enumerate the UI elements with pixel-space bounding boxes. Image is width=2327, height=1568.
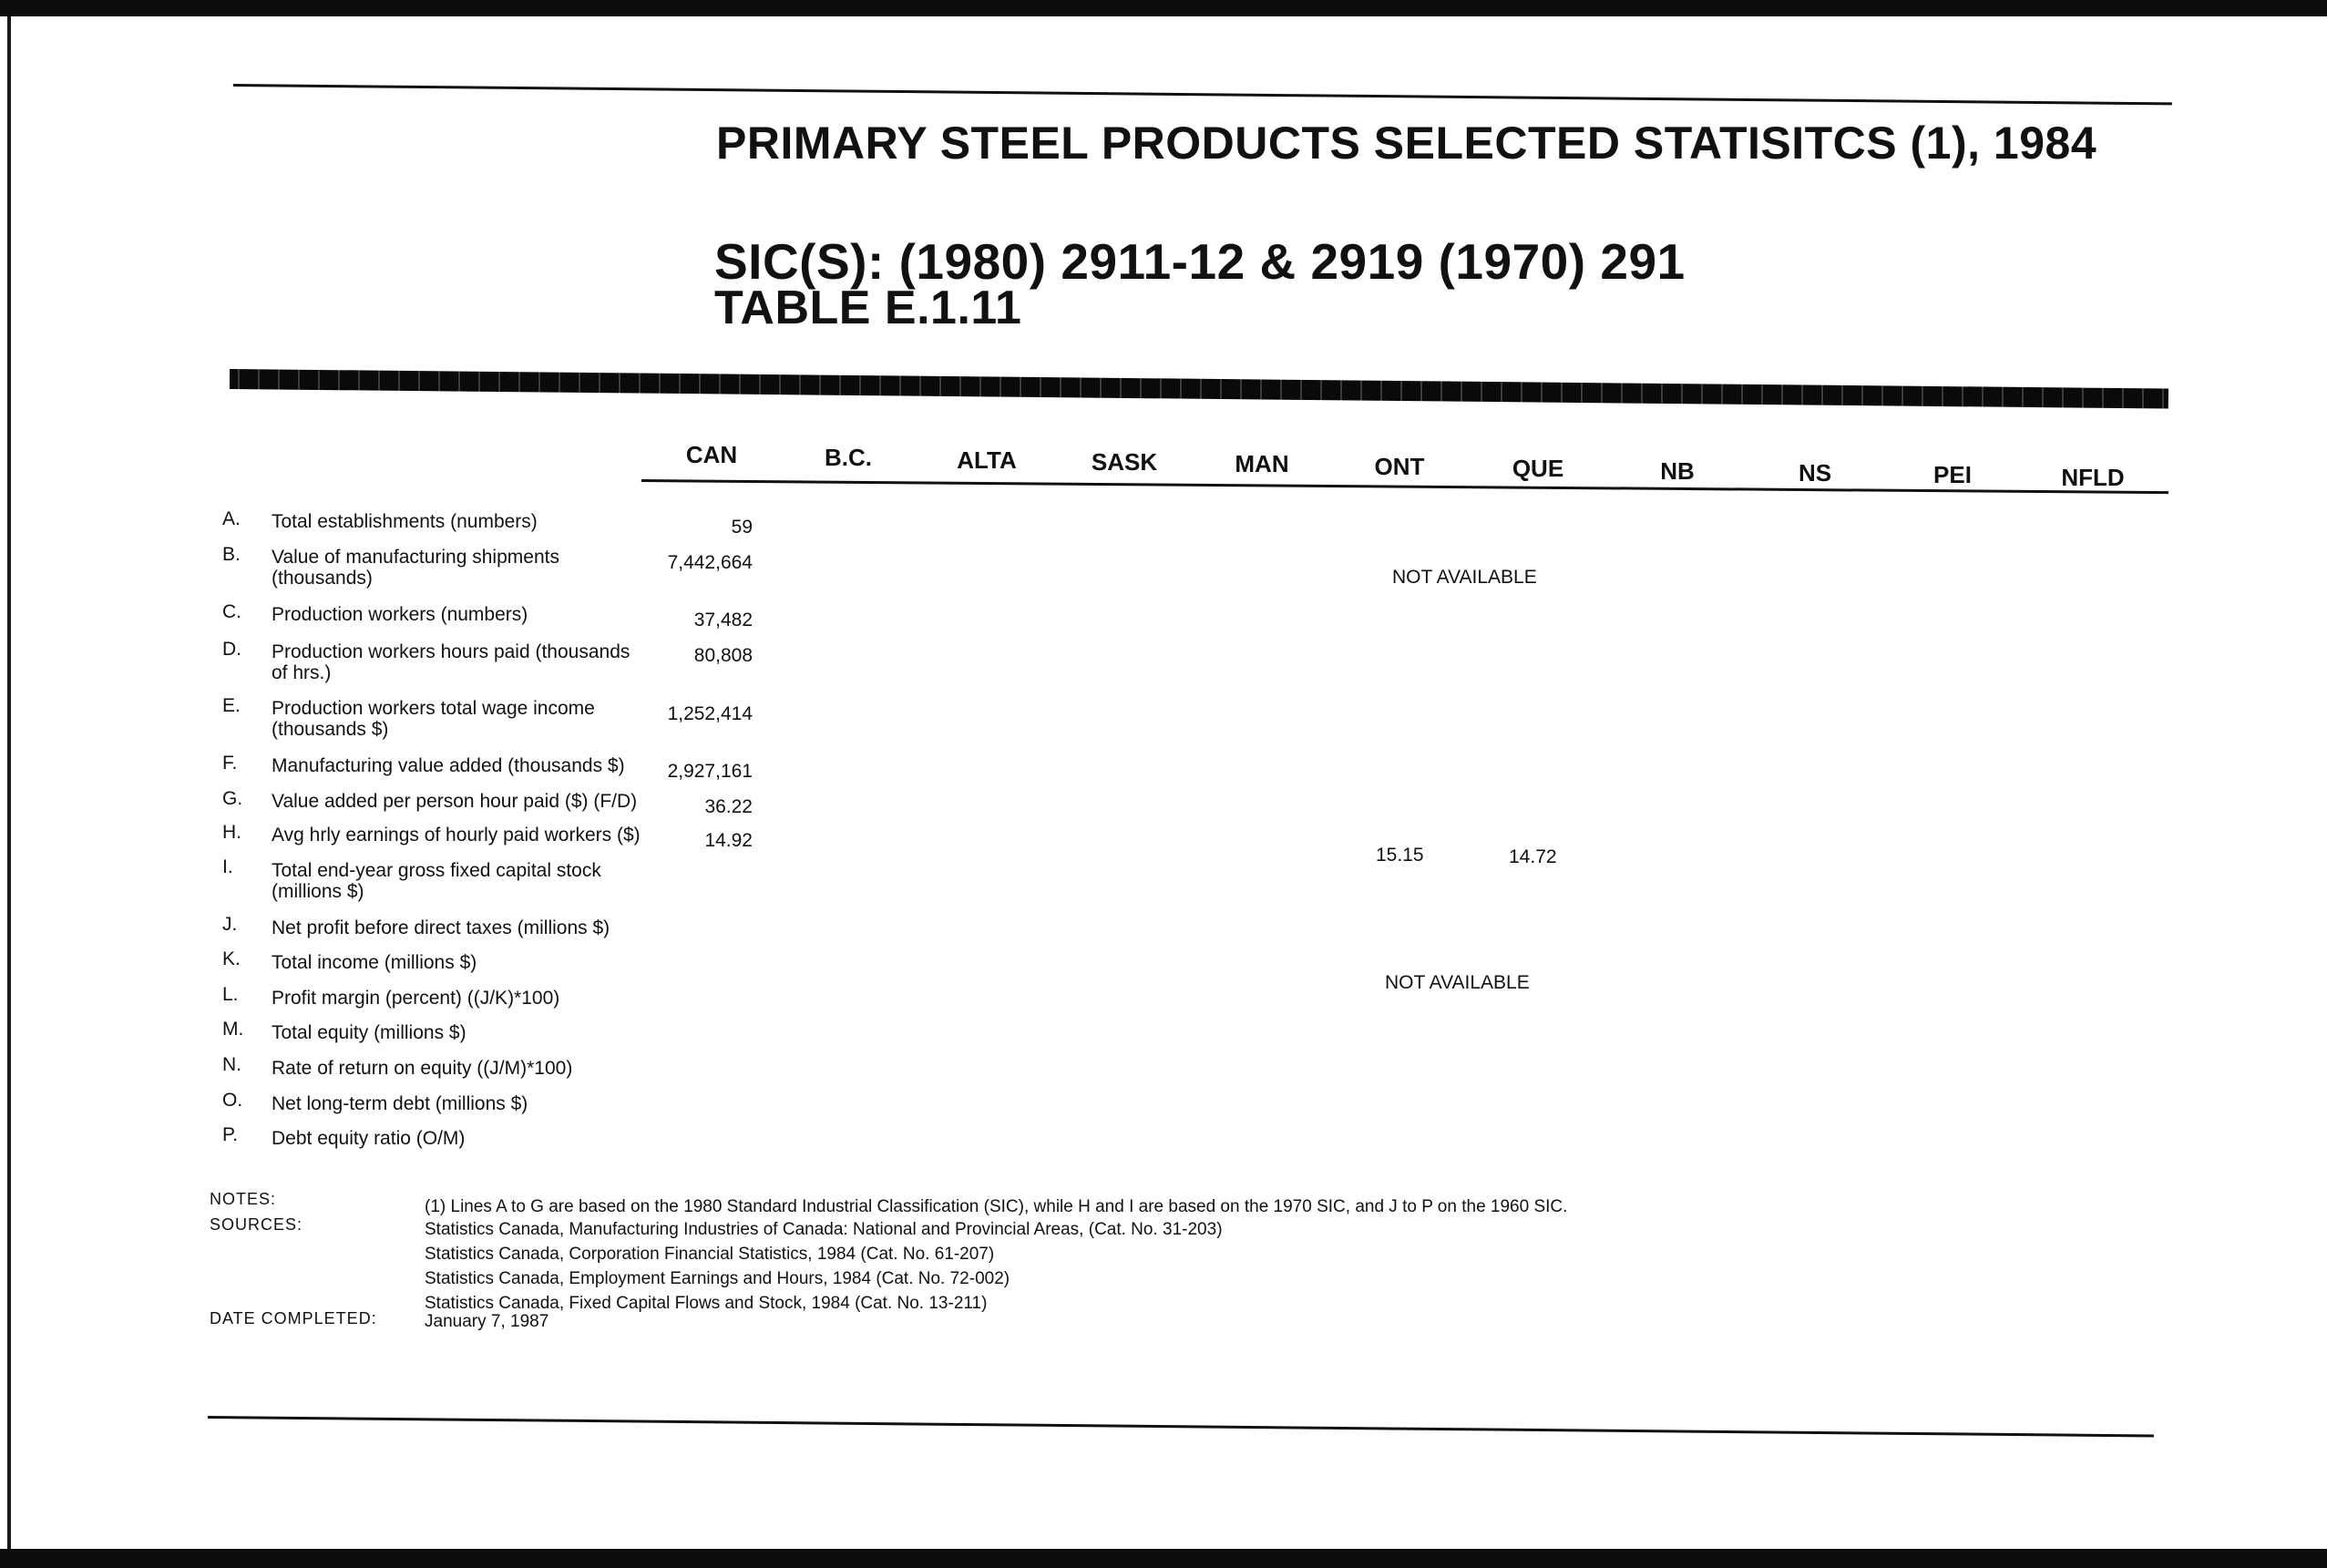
row-letter: I. xyxy=(222,856,233,877)
column-header-nfld: NFLD xyxy=(2061,464,2125,491)
source-line: Statistics Canada, Corporation Financial Statistics, 1984 (Cat. No. 61-207) xyxy=(425,1245,995,1264)
row-label: Production workers total wage income (thousands $) xyxy=(272,698,595,740)
row-letter: B. xyxy=(222,544,241,565)
row-label: Production workers hours paid (thousands of hrs.) xyxy=(272,641,630,683)
row-label: Net profit before direct taxes (millions $) xyxy=(272,917,610,938)
note-text: (1) Lines A to G are based on the 1980 Standard Industrial Classification (SIC), while H and I are based on the 1970 SIC, and J to P on the 1960 SIC. xyxy=(425,1197,1568,1216)
scan-edge-left xyxy=(7,16,11,1549)
can-value: 7,442,664 xyxy=(667,552,753,573)
not-available-note: NOT AVAILABLE xyxy=(1392,567,1537,588)
row-letter: C. xyxy=(222,601,241,622)
source-line: Statistics Canada, Manufacturing Industries of Canada: National and Provincial Areas, (Cat. No. 31-203) xyxy=(425,1220,1223,1239)
row-label: Net long-term debt (millions $) xyxy=(272,1093,528,1114)
column-header-can: CAN xyxy=(685,441,738,468)
row-label: Total establishments (numbers) xyxy=(272,511,538,532)
row-letter: H. xyxy=(222,822,241,843)
row-label: Rate of return on equity ((J/M)*100) xyxy=(272,1058,573,1079)
row-letter: O. xyxy=(222,1090,243,1111)
source-line: Statistics Canada, Fixed Capital Flows and Stock, 1984 (Cat. No. 13-211) xyxy=(425,1294,988,1313)
can-value: 2,927,161 xyxy=(667,761,753,782)
row-letter: L. xyxy=(222,984,239,1005)
scan-edge-bottom xyxy=(0,1549,2327,1568)
row-letter: K. xyxy=(222,948,241,969)
row-label: Manufacturing value added (thousands $) xyxy=(272,755,625,776)
can-value: 80,808 xyxy=(693,645,753,666)
row-letter: M. xyxy=(222,1019,244,1040)
notes-label: NOTES: xyxy=(210,1190,277,1208)
row-label: Value of manufacturing shipments (thousands) xyxy=(272,547,559,589)
row-label: Value added per person hour paid ($) (F/D) xyxy=(272,791,638,812)
date-completed-label: DATE COMPLETED: xyxy=(210,1309,377,1327)
sources-label: SOURCES: xyxy=(210,1215,303,1234)
row-label: Debt equity ratio (O/M) xyxy=(272,1128,466,1149)
column-header-bc: B.C. xyxy=(825,444,872,471)
row-label: Total end-year gross fixed capital stock (millions $) xyxy=(272,860,601,902)
can-value: 59 xyxy=(731,517,753,538)
source-line: Statistics Canada, Employment Earnings and Hours, 1984 (Cat. No. 72-002) xyxy=(425,1269,1010,1288)
date-completed: January 7, 1987 xyxy=(425,1312,549,1331)
row-label: Total equity (millions $) xyxy=(272,1022,466,1043)
column-header-man: MAN xyxy=(1235,450,1289,477)
bottom-rule xyxy=(208,1416,2154,1438)
not-available-note: NOT AVAILABLE xyxy=(1385,972,1530,993)
page-title: PRIMARY STEEL PRODUCTS SELECTED STATISITCS (1), 1984 xyxy=(716,118,2097,169)
column-header-nb: NB xyxy=(1660,457,1695,485)
row-label: Total income (millions $) xyxy=(272,952,477,973)
column-header-sask: SASK xyxy=(1091,448,1158,476)
row-letter: D. xyxy=(222,639,241,660)
scan-edge-top xyxy=(0,0,2327,16)
row-label: Production workers (numbers) xyxy=(272,604,528,625)
row-letter: N. xyxy=(222,1054,241,1075)
column-header-ns: NS xyxy=(1798,459,1832,487)
row-label: Profit margin (percent) ((J/K)*100) xyxy=(272,988,560,1009)
sic-subtitle: SIC(S): (1980) 2911-12 & 2919 (1970) 291 xyxy=(714,233,1686,290)
ont-value: 15.15 xyxy=(1376,845,1424,866)
table-label: TABLE E.1.11 xyxy=(714,282,1022,334)
can-value: 1,252,414 xyxy=(667,703,753,724)
top-rule xyxy=(233,84,2172,105)
row-letter: J. xyxy=(222,914,238,935)
row-letter: A. xyxy=(222,508,241,529)
header-band-rule xyxy=(230,369,2168,409)
row-letter: P. xyxy=(222,1124,239,1145)
row-letter: F. xyxy=(222,753,238,774)
can-value: 36.22 xyxy=(704,796,753,817)
can-value: 14.92 xyxy=(704,830,753,851)
column-header-ont: ONT xyxy=(1374,453,1425,480)
column-header-que: QUE xyxy=(1512,455,1564,482)
can-value: 37,482 xyxy=(693,610,753,630)
row-letter: E. xyxy=(222,695,241,716)
que-value: 14.72 xyxy=(1509,846,1557,867)
row-label: Avg hrly earnings of hourly paid workers ($) xyxy=(272,825,641,845)
row-letter: G. xyxy=(222,788,243,809)
column-header-alta: ALTA xyxy=(957,446,1017,474)
column-header-pei: PEI xyxy=(1933,461,1972,488)
